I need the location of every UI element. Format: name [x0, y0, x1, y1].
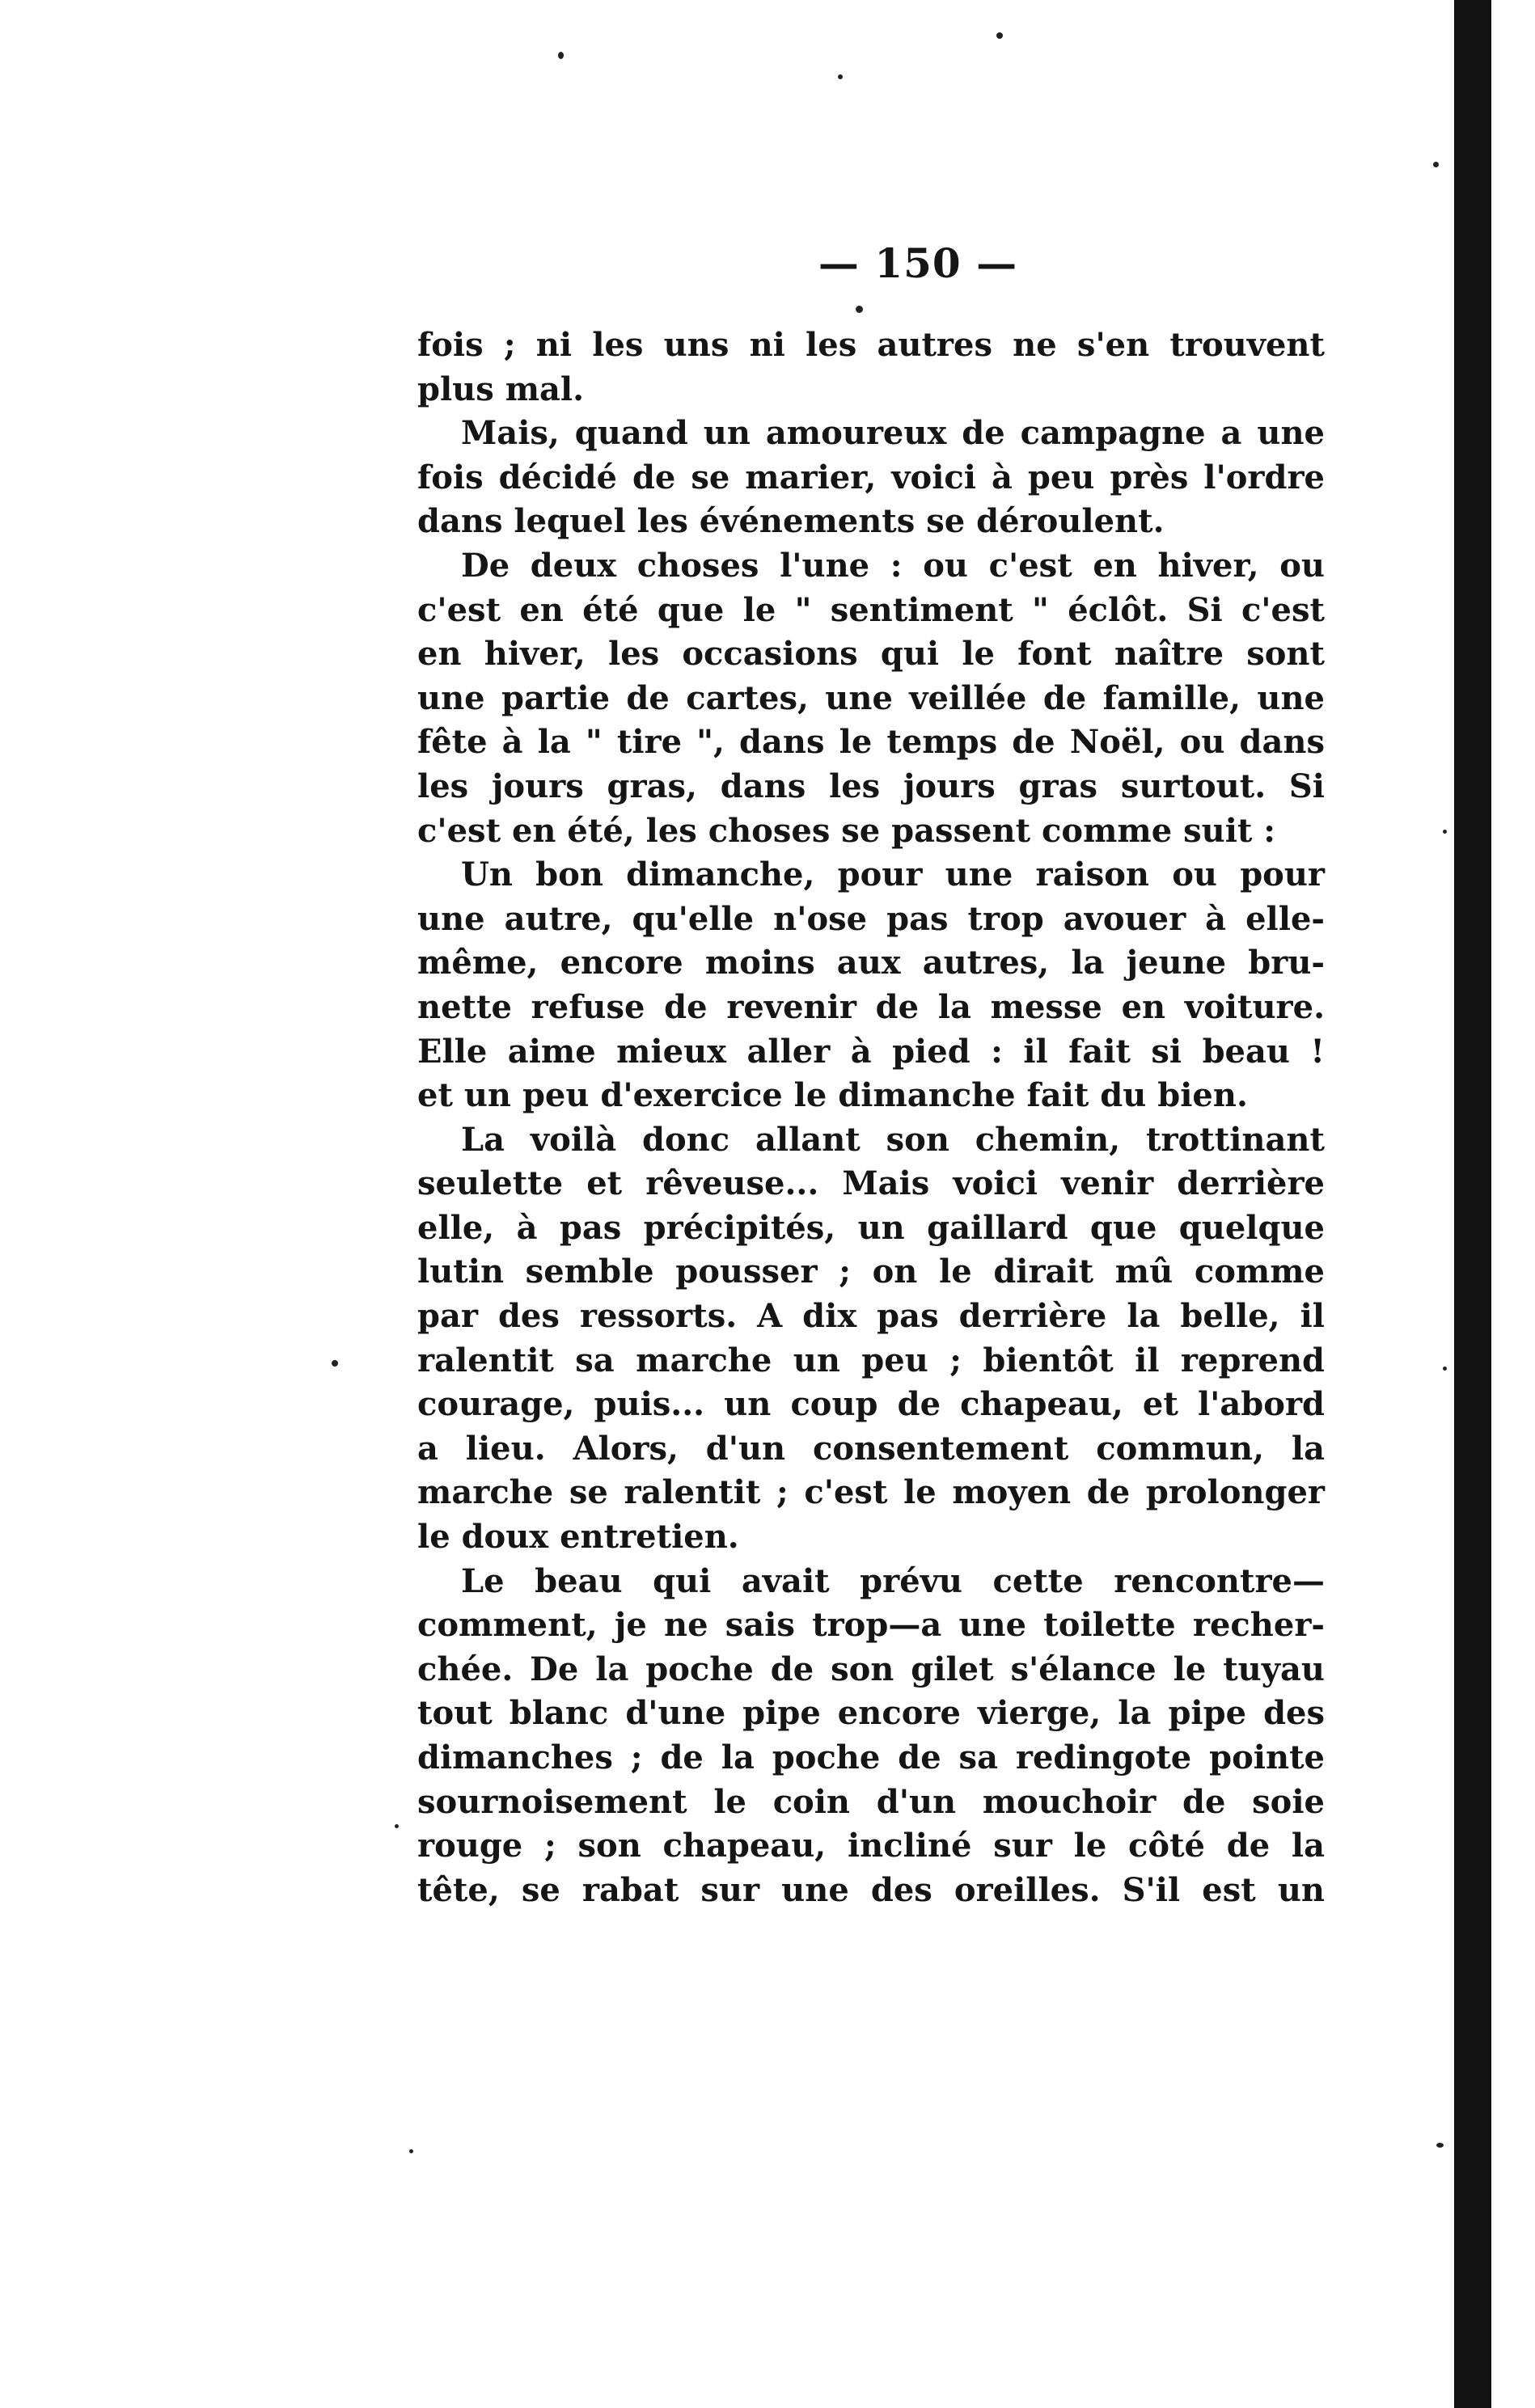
text-line: elle, à pas précipités, un gaillard que quelque	[417, 1208, 1325, 1247]
scan-speck	[332, 1360, 338, 1367]
text-line: dans lequel les événements se déroulent.	[417, 502, 1165, 541]
text-line: c'est en été, les choses se passent comme suit :	[417, 811, 1276, 850]
scan-speck	[996, 32, 1003, 39]
text-line: une partie de cartes, une veillée de famille, une	[417, 678, 1325, 717]
text-line: rouge ; son chapeau, incliné sur le côté de la	[417, 1827, 1325, 1865]
text-line: Mais, quand un amoureux de campagne a une	[461, 414, 1325, 453]
text-line: fois décidé de se marier, voici à peu près l'ordre	[417, 458, 1325, 496]
text-line: plus mal.	[417, 370, 585, 408]
scan-speck	[558, 52, 564, 59]
text-line: en hiver, les occasions qui le font naître sont	[417, 635, 1325, 674]
text-line: par des ressorts. A dix pas derrière la belle, il	[417, 1297, 1325, 1336]
text-line: chée. De la poche de son gilet s'élance le tuyau	[417, 1650, 1325, 1688]
scan-speck	[856, 306, 863, 313]
text-line: lutin semble pousser ; on le dirait mû comme	[417, 1253, 1325, 1291]
scan-speck	[1443, 830, 1447, 834]
text-line: même, encore moins aux autres, la jeune bru-	[417, 944, 1325, 982]
text-line: et un peu d'exercice le dimanche fait du bien.	[417, 1076, 1248, 1115]
text-line: De deux choses l'une : ou c'est en hiver, ou	[461, 546, 1325, 585]
text-line: a lieu. Alors, d'un consentement commun, la	[417, 1429, 1325, 1468]
scan-speck	[838, 74, 843, 79]
scan-speck	[1433, 162, 1439, 167]
scan-edge-bar	[1454, 0, 1491, 2408]
text-line: sournoisement le coin d'un mouchoir de soie	[417, 1782, 1325, 1821]
text-line: seulette et rêveuse... Mais voici venir derrière	[417, 1164, 1325, 1203]
text-line: tête, se rabat sur une des oreilles. S'il est un	[417, 1870, 1325, 1909]
text-line: tout blanc d'une pipe encore vierge, la pipe des	[417, 1694, 1325, 1733]
text-line: Le beau qui avait prévu cette rencontre—	[461, 1561, 1325, 1600]
scan-speck	[1436, 2143, 1444, 2148]
page-number: — 150 —	[818, 239, 1018, 287]
text-line: nette refuse de revenir de la messe en voiture.	[417, 987, 1325, 1026]
text-line: c'est en été que le " sentiment " éclôt. Si c'est	[417, 590, 1325, 629]
text-line: courage, puis... un coup de chapeau, et l'abord	[417, 1385, 1325, 1424]
scan-speck	[1443, 1367, 1447, 1371]
scan-speck	[409, 2149, 413, 2153]
text-line: une autre, qu'elle n'ose pas trop avouer à elle-	[417, 899, 1325, 938]
text-line: marche se ralentit ; c'est le moyen de prolonger	[417, 1473, 1325, 1512]
scan-speck	[395, 1824, 399, 1828]
text-line: fête à la " tire ", dans le temps de Noël, ou dans	[417, 723, 1325, 762]
text-line: fois ; ni les uns ni les autres ne s'en trouvent	[417, 326, 1325, 364]
text-line: ralentit sa marche un peu ; bientôt il reprend	[417, 1341, 1325, 1379]
body-text	[417, 323, 1325, 1912]
text-line: Un bon dimanche, pour une raison ou pour	[461, 855, 1325, 894]
text-line: Elle aime mieux aller à pied : il fait si beau !	[417, 1032, 1325, 1071]
text-line: le doux entretien.	[417, 1518, 739, 1557]
text-line: les jours gras, dans les jours gras surtout. Si	[417, 767, 1325, 805]
text-line: dimanches ; de la poche de sa redingote pointe	[417, 1738, 1325, 1776]
text-line: comment, je ne sais trop—a une toilette recher-	[417, 1606, 1325, 1645]
text-line: La voilà donc allant son chemin, trottinant	[461, 1120, 1325, 1159]
